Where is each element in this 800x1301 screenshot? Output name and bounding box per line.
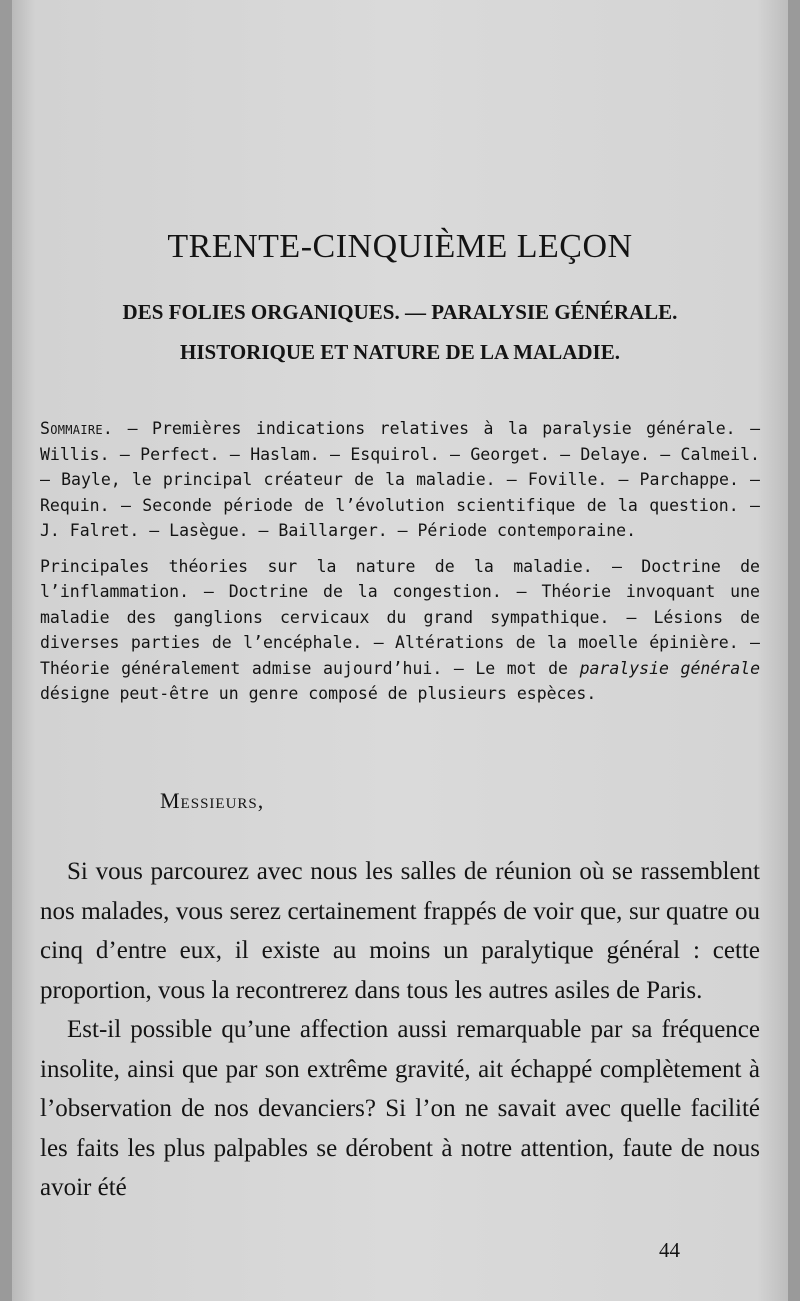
- body-paragraph-1: Si vous parcourez avec nous les salles de réunion où se rassemblent nos malades, vous serez certainement frappés de voir que, sur quatre ou cinq d’entre eux, il existe au moins un paralytique général : cette proportion, vous la recontrerez dans tous les autres asiles de Paris.: [40, 858, 760, 1004]
- book-page: [12, 0, 788, 1301]
- summary-text-1: — Premières indications relatives à la paralysie générale. — Willis. — Perfect. — Haslam. — Esquirol. — Georget. — Delaye. — Calmeil. — Bayle, le principal créateur de la maladie. — Foville. — Parchappe. — Requin. — Seconde période de l’évolution scientifique de la question. — J. Falret. — Lasègue. — Baillarger. — Période contemporaine.: [40, 419, 761, 540]
- summary-label: Sommaire.: [40, 419, 114, 438]
- summary-italic-term: paralysie générale: [579, 658, 761, 678]
- summary-paragraph-1: [40, 416, 760, 544]
- summary-paragraph-2: [40, 554, 760, 707]
- summary-block: [40, 416, 760, 707]
- summary-text-2: Principales théories sur la nature de la maladie. — Doctrine de l’inflammation. — Doctrine de la congestion. — Théorie invoquant une maladie des ganglions cervicaux du grand sympathique. — Lésions de diverses parties de l’encéphale. — Altérations de la moelle épinière. — Théorie généralement admise aujourd’hui. — Le mot de: [40, 556, 760, 678]
- body-paragraph-2: Est-il possible qu’une affection aussi remarquable par sa fréquence insolite, ainsi que par son extrême gravité, ait échappé complètement à l’observation de nos devanciers? Si l’on ne savait avec quelle facilité les faits les plus palpables se dérobent à notre attention, faute de nous avoir été: [40, 1016, 760, 1201]
- lesson-heading: TRENTE-CINQUIÈME LEÇON: [167, 228, 633, 265]
- summary-text-2-end: désigne peut-être un genre composé de plusieurs espèces.: [40, 684, 597, 703]
- body-text: [40, 852, 760, 1208]
- subtitle-line-1: DES FOLIES ORGANIQUES. — PARALYSIE GÉNÉRALE.: [122, 300, 678, 324]
- page-number: 44: [659, 1238, 680, 1262]
- subtitle-line-2: HISTORIQUE ET NATURE DE LA MALADIE.: [180, 340, 620, 364]
- salutation: Messieurs,: [160, 788, 265, 813]
